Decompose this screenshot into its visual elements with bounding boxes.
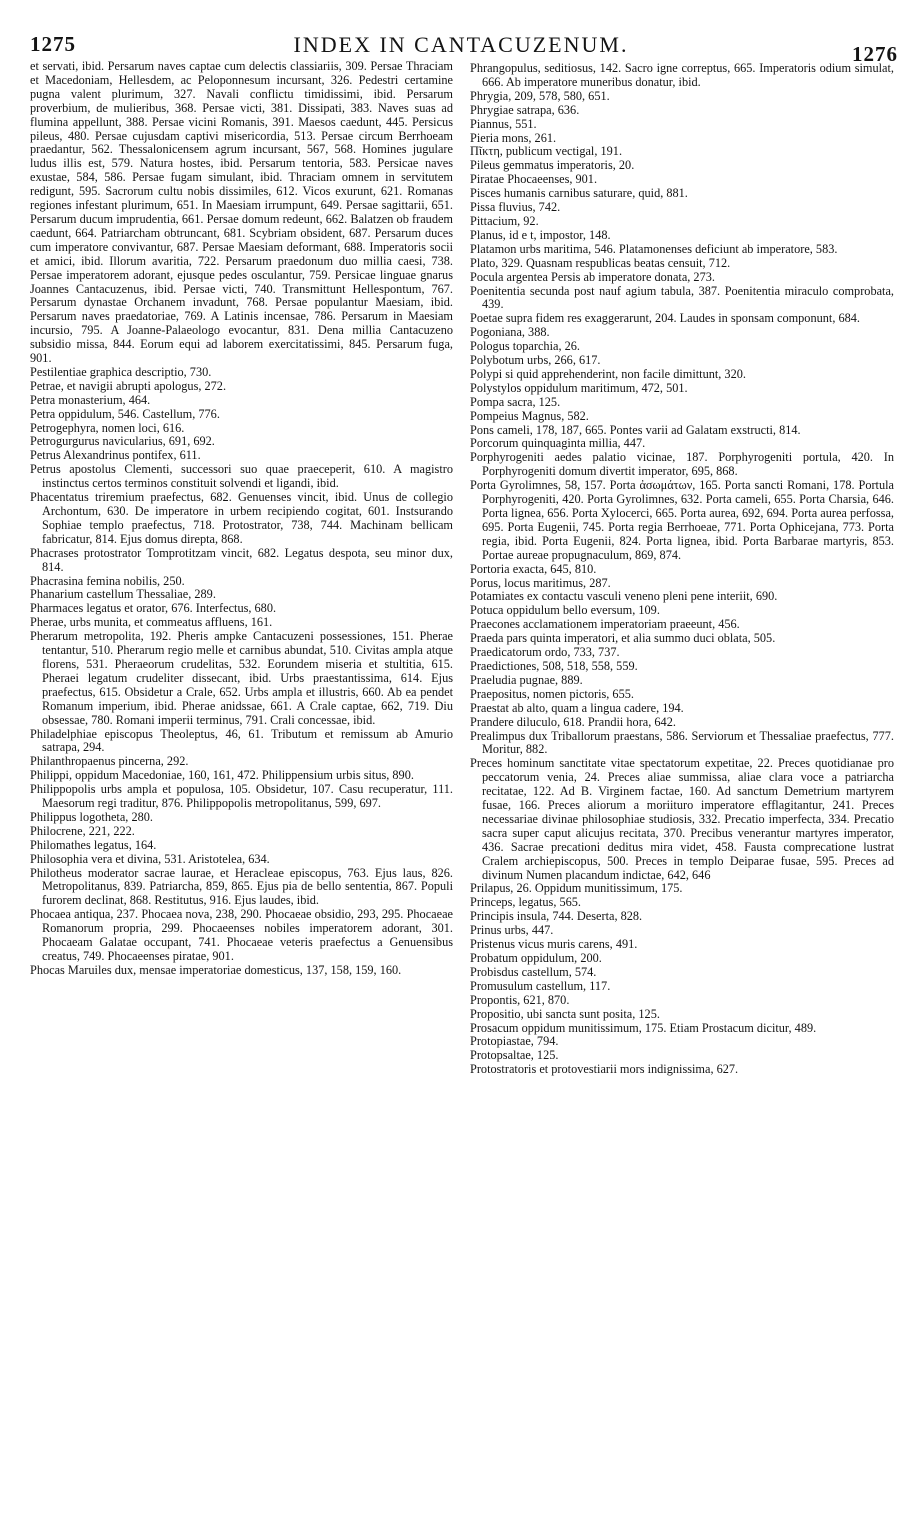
index-entry: Petrus Alexandrinus pontifex, 611. xyxy=(30,448,201,463)
index-entry: Πῖκτη, publicum vectigal, 191. xyxy=(470,144,623,159)
index-entry: Piannus, 551. xyxy=(470,116,537,131)
index-entry: Philanthropaenus pincerna, 292. xyxy=(30,754,189,769)
index-entry: Praepositus, nomen pictoris, 655. xyxy=(470,686,634,701)
index-entry: Pherae, urbs munita, et commeatus affluens, 161. xyxy=(30,615,273,630)
index-entry: Protostratoris et protovestiarii mors indignissima, 627. xyxy=(470,1062,739,1077)
index-entry: Principis insula, 744. Deserta, 828. xyxy=(470,909,643,924)
index-entry: Phrygiae satrapa, 636. xyxy=(470,102,580,117)
index-entry: Phrangopulus, seditiosus, 142. Sacro igne correptus, 665. Imperatoris odium simulat, 666. Ab imperatore muneribus donatur, ibid. xyxy=(470,61,894,89)
index-entry: et servati, ibid. Persarum naves captae cum delectis classiariis, 309. Persae Thraciam et Macedoniam, Hellesdem, ac Peloponnesum incursant, 326. Pedestri certamine pugna valent plurimum, 327. Navali conflictu timidissimi, ibid. Persarum proverbium, de mulieribus, 368. Persae victi, 381. Dissipati, 383. Naves suas ad flumina appellunt, 388. Persae vicini Romanis, 391. Maesos caedunt, 445. Persicus pileus, 480. Persae cujusdam captivi misericordia, 513. Persae circum Berrhoeam praedantur, 562. Thessalonicensem agrum incursant, 567, 568. Homines jugulare ludus illis est, 579. Natura hostes, ibid. Persarum tentoria, 583. Persicae naves exustae, 584, 586. Persae fugam simulant, ibid. Thraciam omnem in servitutem redigunt, 595. Sacrorum cultu nobis dissimiles, 612. Vicos exurunt, 621. Romanas regiones infestant plurimum, 651. In Maesiam irrumpunt, 649. Persae sagittarii, 651. Persarum ducum imprudentia, 661. Persae domum redeunt, 662. Balatzen ob fraudem caedunt, 664. Patriarcham obtruncant, 681. Scybriam obsident, 687. Persarum duces cum imperatore convivantur, 687. Persae Maesiam deformant, 688. Imperatoris socii et amici, ibid. Illorum avaritia, 722. Persarum praedonum duo millia caesi, 738. Persae imperatorem adorant, ejusque pedes osculantur, 759. Persicae linguae gnarus Joannes Cantacuzenus, ibid. Persae victi, 740. Transmittunt Hellespontum, 767. Persarum dynastae Orchanem invadunt, 768. Persae populantur Maesiam, ibid. Persarum naves praedatoriae, 769. A Latinis incensae, 786. Persarum in Maesiam incursio, 795. A Joanne-Palaeologo evocantur, 831. Dena millia Cantacuzeno subsidio missa, 844. Eorum equi ad laborem exercitatissimi, 845. Persarum fuga, 901. xyxy=(30,59,453,366)
index-entry: Portoria exacta, 645, 810. xyxy=(470,561,597,576)
index-entry: Pisces humanis carnibus saturare, quid, 881. xyxy=(470,186,688,201)
index-entry: Petrae, et navigii abrupti apologus, 272. xyxy=(30,378,227,393)
index-entry: Praestat ab alto, quam a lingua cadere, 194. xyxy=(470,700,684,715)
index-entry: Pileus gemmatus imperatoris, 20. xyxy=(470,158,635,173)
index-entry: Prandere diluculo, 618. Prandii hora, 642. xyxy=(470,714,676,729)
index-entry: Petra oppidulum, 546. Castellum, 776. xyxy=(30,406,220,421)
index-entry: Potuca oppidulum bello eversum, 109. xyxy=(470,603,660,618)
index-entry: Potamiates ex contactu vasculi veneno pleni pene interiit, 690. xyxy=(470,589,778,604)
index-entry: Praecones acclamationem imperatoriam praeeunt, 456. xyxy=(470,617,740,632)
index-entry: Polypi si quid apprehenderint, non facile dimittunt, 320. xyxy=(470,366,746,381)
index-entry: Porta Gyrolimnes, 58, 157. Porta ἀσωμάτων, 165. Porta sancti Romani, 178. Portula Porphyrogeniti, 420. Porta Gyrolimnes, 632. Porta cameli, 655. Porta Charsia, 646. Porta lignea, 656. Porta Xylocerci, 665. Porta aurea, 692, 694. Porta aurea perfossa, 695. Porta Eugenii, 745. Porta regia Berrhoeae, 771. Porta Ophicejana, 773. Porta regia, ibid. Porta Eugenii, 824. Porta lignea, ibid. Porta Barbarae martyris, 853. Portae aureae propugnaculum, 869, 874. xyxy=(470,478,894,562)
index-entry: Phrygia, 209, 578, 580, 651. xyxy=(470,88,610,103)
index-entry: Princeps, legatus, 565. xyxy=(470,895,581,910)
index-entry: Pittacium, 92. xyxy=(470,213,539,228)
index-entry: Pristenus vicus muris carens, 491. xyxy=(470,937,638,952)
index-entry: Platamon urbs maritima, 546. Platamonenses deficiunt ab imperatore, 583. xyxy=(470,241,838,256)
left-column xyxy=(30,60,453,978)
index-entry: Protopiastae, 794. xyxy=(470,1034,559,1049)
index-entry: Praeludia pugnae, 889. xyxy=(470,672,583,687)
index-entry: Phanarium castellum Thessaliae, 289. xyxy=(30,587,216,602)
index-entry: Prealimpus dux Triballorum praestans, 586. Serviorum et Thessaliae praefectus, 777. Moritur, 882. xyxy=(470,728,894,757)
index-entry: Protopsaltae, 125. xyxy=(470,1048,559,1063)
index-entry: Phacrases protostrator Tomprotitzam vincit, 682. Legatus despota, seu minor dux, 814. xyxy=(30,545,453,574)
index-entry: Praedictiones, 508, 518, 558, 559. xyxy=(470,658,638,673)
index-entry: Petra monasterium, 464. xyxy=(30,392,151,407)
index-entry: Propontis, 621, 870. xyxy=(470,992,570,1007)
index-entry: Planus, id e t, impostor, 148. xyxy=(470,227,611,242)
index-entry: Pons cameli, 178, 187, 665. Pontes varii ad Galatam exstructi, 814. xyxy=(470,422,801,437)
index-entry: Pissa fluvius, 742. xyxy=(470,200,561,215)
index-entry: Philosophia vera et divina, 531. Aristotelea, 634. xyxy=(30,851,270,866)
index-entry: Poetae supra fidem res exaggerarunt, 204. Laudes in sponsam componunt, 684. xyxy=(470,311,860,326)
index-entry: Polystylos oppidulum maritimum, 472, 501. xyxy=(470,380,688,395)
index-entry: Phocas Maruiles dux, mensae imperatoriae domesticus, 137, 158, 159, 160. xyxy=(30,962,402,977)
page-number-right: 1276 xyxy=(852,42,898,66)
index-entry: Philotheus moderator sacrae laurae, et Heracleae episcopus, 763. Ejus laus, 826. Metropolitanus, 839. Patriarcha, 859, 865. Ejus pia de bello sententia, 867. Populi furorem declinat, 868. Restitutus, 916. Ejus laudes, ibid. xyxy=(30,865,453,908)
page-number-left: 1275 xyxy=(30,32,76,56)
index-entry: Pieria mons, 261. xyxy=(470,130,557,145)
index-entry: Pocula argentea Persis ab imperatore donata, 273. xyxy=(470,269,715,284)
index-entry: Philippopolis urbs ampla et populosa, 105. Obsidetur, 107. Casu recuperatur, 111. Maesorum regi traditur, 876. Philippopolis metropolitanus, 599, 697. xyxy=(30,782,453,811)
index-entry: Probatum oppidulum, 200. xyxy=(470,951,602,965)
index-entry: Phocaea antiqua, 237. Phocaea nova, 238, 290. Phocaeae obsidio, 293, 295. Phocaeae Romanorum propria, 299. Phocaeenses nobiles imperatorem adorant, 301. Phocaeam Galatae occupant, 741. Phocaeae veteris praefectus a Genuensibus creatus, 749. Phocaeenses piratae, 901. xyxy=(30,907,453,963)
index-entry: Porcorum quinquaginta millia, 447. xyxy=(470,436,646,451)
index-entry: Praedicatorum ordo, 733, 737. xyxy=(470,645,620,660)
index-entry: Poenitentia secunda post nauf agium tabula, 387. Poenitentia miraculo comprobata, 439. xyxy=(470,283,894,312)
index-entry: Philomathes legatus, 164. xyxy=(30,837,157,852)
right-column xyxy=(470,62,894,1077)
index-entry: Piratae Phocaeenses, 901. xyxy=(470,172,598,187)
index-entry: Prinus urbs, 447. xyxy=(470,923,554,938)
index-entry: Preces hominum sanctitate vitae spectatorum expetitae, 22. Preces quotidianae pro peccatorum venia, 24. Preces aliae summissa, aliae clara voce a patriarcha recitatae, 122. Ad B. Virginem factae, 160. Ad sanctum Demetrium martyrem fusae, 166. Preces aliorum a moriituro imperatore efflagitantur, 241. Preces necessariae divinae philosophiae studiosis, 332. Precatio imperfecta, 334. Precatio sacra super caput alicujus recitata, 370. Precibus venerantur martyres imperator, 436. Sacrae precationi deditus mira videt, 458. Fausta comprecatione lustrat Cralem archiepiscopus, 500. Preces in templo Deiparae fusae, 595. Preces ad divinum Numen placandum indictae, 642, 646 xyxy=(470,756,894,882)
index-entry: Plato, 329. Quasnam respublicas beatas censuit, 712. xyxy=(470,255,731,270)
index-entry: Porus, locus maritimus, 287. xyxy=(470,575,611,590)
index-entry: Prosacum oppidum munitissimum, 175. Etiam Prostacum dicitur, 489. xyxy=(470,1020,817,1035)
index-entry: Philippus logotheta, 280. xyxy=(30,809,153,824)
index-entry: Petrogephyra, nomen loci, 616. xyxy=(30,420,185,435)
index-entry: Promusulum castellum, 117. xyxy=(470,978,611,993)
index-entry: Petrus apostolus Clementi, successori suo quae praeceperit, 610. A magistro instinctus certos terminos constituit solvendi et ligandi, ibid. xyxy=(30,462,453,491)
index-entry: Phacentatus triremium praefectus, 682. Genuenses vincit, ibid. Unus de collegio Archontum, 630. De imperatore in urbem recipiendo cogitat, 601. Instsurando Sophiae templo praefectus, 718. Protostrator, 738, 744. Machinam bellicam fabricatur, 814. Ejus domus direpta, 868. xyxy=(30,490,453,546)
index-entry: Pogoniana, 388. xyxy=(470,325,550,340)
index-entry: Phacrasina femina nobilis, 250. xyxy=(30,573,185,588)
index-entry: Porphyrogeniti aedes palatio vicinae, 187. Porphyrogeniti portula, 420. In Porphyrogeniti domum divertit imperator, 695, 868. xyxy=(470,450,894,479)
index-entry: Philippi, oppidum Macedoniae, 160, 161, 472. Philippensium urbis situs, 890. xyxy=(30,768,414,783)
index-entry: Petrogurgurus navicularius, 691, 692. xyxy=(30,434,215,449)
index-entry: Philocrene, 221, 222. xyxy=(30,823,135,838)
index-entry: Philadelphiae episcopus Theoleptus, 46, 61. Tributum et remissum ab Amurio satrapa, 294. xyxy=(30,726,453,755)
index-entry: Pologus toparchia, 26. xyxy=(470,339,580,354)
index-entry: Propositio, ubi sancta sunt posita, 125. xyxy=(470,1006,660,1021)
index-entry: Pestilentiae graphica descriptio, 730. xyxy=(30,364,212,379)
index-entry: Pharmaces legatus et orator, 676. Interfectus, 680. xyxy=(30,601,277,616)
running-title: INDEX IN CANTACUZENUM. xyxy=(293,32,629,57)
index-entry: Praeda pars quinta imperatori, et alia summo duci oblata, 505. xyxy=(470,631,776,646)
index-entry: Pherarum metropolita, 192. Pheris ampke Cantacuzeni possessiones, 151. Pherae tentantur, 510. Pherarum regio melle et carnibus abundat, 510. Civitas ampla atque florens, 531. Pheraeorum crudelitas, 532. Eorundem miseria et stultitia, 615. Pheraei legatum crudeliter dissecant, ibid. Urbs praestantissima, 614. Ejus praefectus, 615. Obsidetur a Crale, 652. Urbs ampla et illustris, 660. Ab ea pendet Romanum imperium, ibid. Pherae anidssae, 661. A Crale captae, 662, 719. Diu obsessae, 780. Romani imperii terminus, 791. Crali concessae, ibid. xyxy=(30,629,453,727)
index-entry: Pompa sacra, 125. xyxy=(470,394,561,409)
index-entry: Pompeius Magnus, 582. xyxy=(470,408,589,423)
index-entry: Probisdus castellum, 574. xyxy=(470,964,597,979)
index-entry: Polybotum urbs, 266, 617. xyxy=(470,353,601,368)
index-entry: Prilapus, 26. Oppidum munitissimum, 175. xyxy=(470,881,683,896)
